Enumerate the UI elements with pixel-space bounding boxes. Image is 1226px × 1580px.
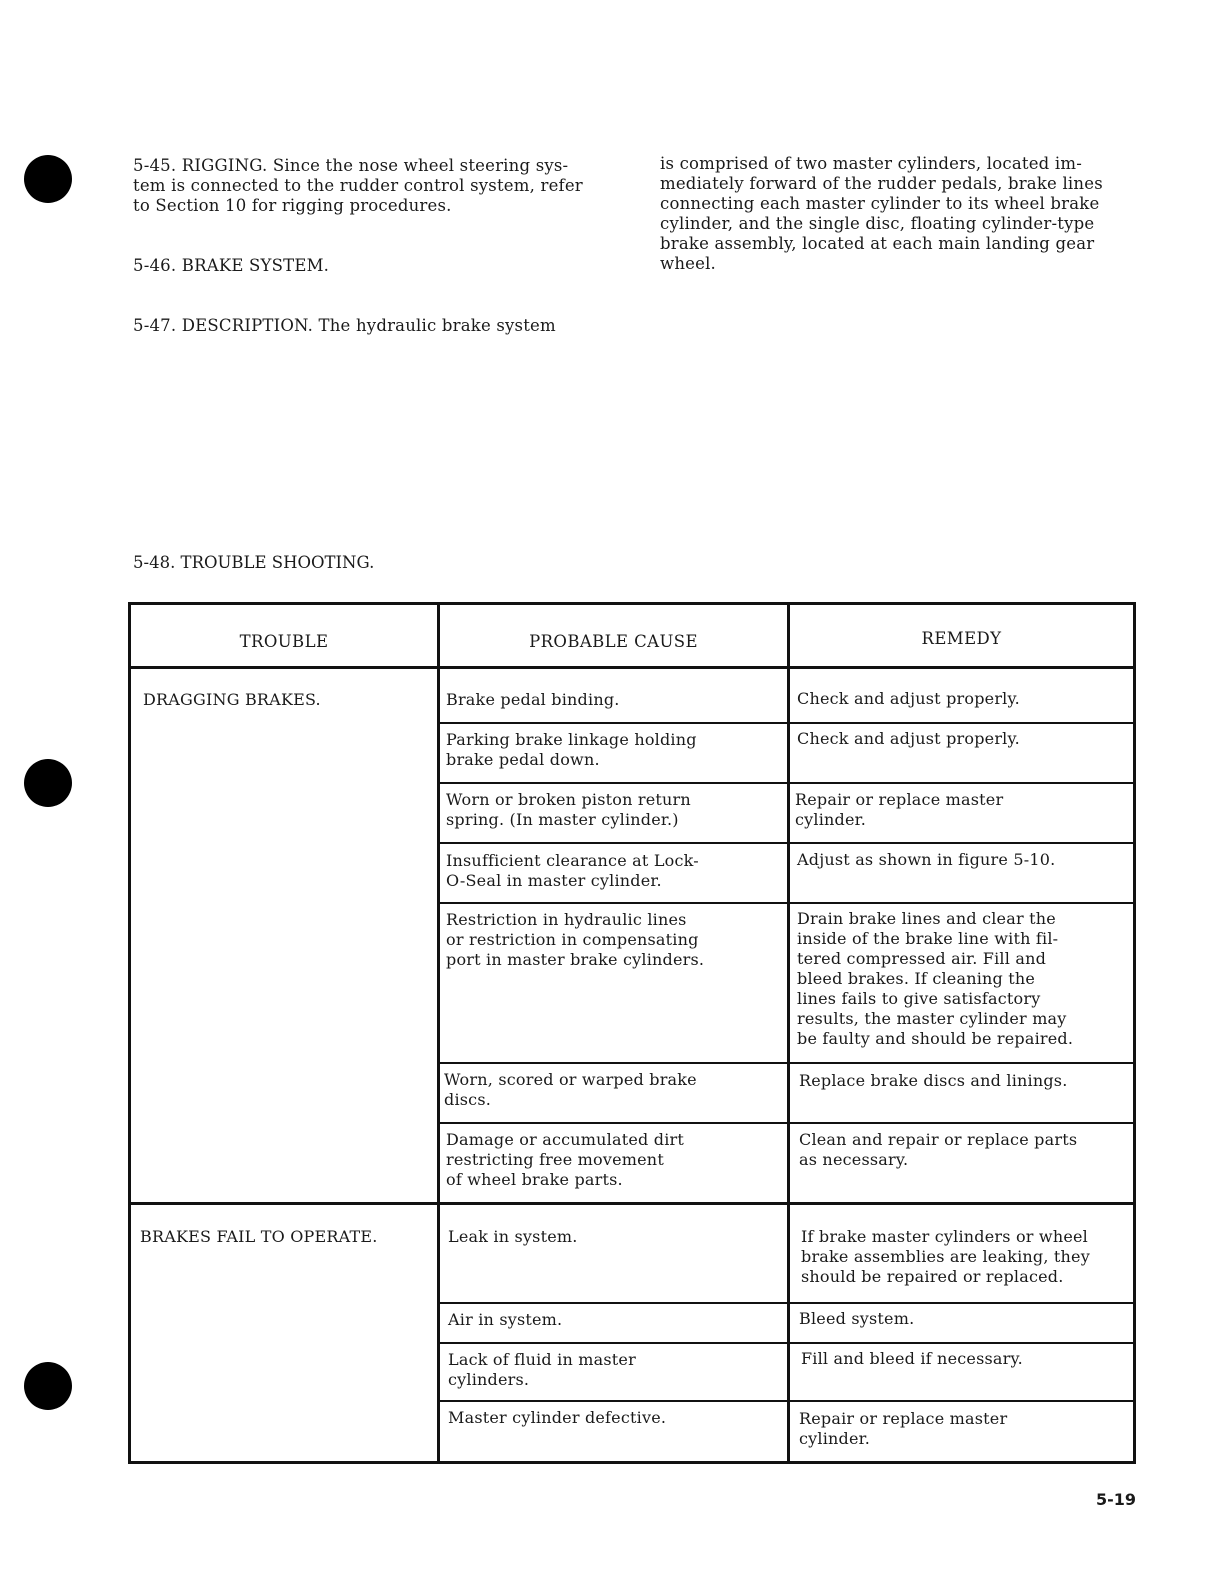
column-divider-1: [437, 605, 440, 1461]
cause-cell: Leak in system.: [448, 1227, 578, 1246]
row-rule: [437, 1122, 1133, 1124]
cause-cell: Worn, scored or warped brake discs.: [444, 1070, 697, 1109]
column-divider-2: [787, 605, 790, 1461]
row-rule: [437, 722, 1133, 724]
header-probable-cause: PROBABLE CAUSE: [529, 632, 698, 651]
trouble-brakes-fail: BRAKES FAIL TO OPERATE.: [140, 1227, 378, 1246]
section-heading: 5-48. TROUBLE SHOOTING.: [133, 553, 375, 572]
punch-hole-middle: [24, 759, 72, 807]
cause-cell: Brake pedal binding.: [446, 690, 620, 709]
cause-cell: Air in system.: [448, 1310, 563, 1329]
header-rule: [131, 666, 1133, 669]
remedy-cell: If brake master cylinders or wheel brake assemblies are leaking, they should be repaired or replaced.: [801, 1227, 1090, 1286]
paragraph-rigging: 5-45. RIGGING. Since the nose wheel steering sys- tem is connected to the rudder control system, refer to Section 10 for rigging procedures.: [133, 156, 583, 215]
row-rule: [437, 1302, 1133, 1304]
row-rule: [437, 782, 1133, 784]
cause-cell: Insufficient clearance at Lock- O-Seal in master cylinder.: [446, 851, 699, 890]
row-rule: [437, 842, 1133, 844]
row-rule: [437, 1062, 1133, 1064]
remedy-cell: Bleed system.: [799, 1309, 915, 1328]
remedy-cell: Check and adjust properly.: [797, 689, 1020, 708]
cause-cell: Damage or accumulated dirt restricting free movement of wheel brake parts.: [446, 1130, 685, 1189]
cause-cell: Master cylinder defective.: [448, 1408, 667, 1427]
remedy-cell: Repair or replace master cylinder.: [799, 1409, 1008, 1448]
paragraph-brake-system: 5-46. BRAKE SYSTEM.: [133, 256, 330, 275]
punch-hole-bottom: [24, 1362, 72, 1410]
remedy-cell: Adjust as shown in figure 5-10.: [797, 850, 1056, 869]
page-number: 5-19: [1096, 1490, 1137, 1509]
left-text-column: [133, 136, 613, 376]
row-rule: [437, 1342, 1133, 1344]
row-rule: [437, 902, 1133, 904]
troubleshooting-table: [128, 602, 1136, 1464]
header-trouble: TROUBLE: [239, 632, 329, 651]
remedy-cell: Repair or replace master cylinder.: [795, 790, 1004, 829]
remedy-cell: Drain brake lines and clear the inside of the brake line with fil- tered compressed air. Fill and bleed brakes. If cleaning the lines fails to give satisfactory results, the master cylinder may be faulty and should be repaired.: [797, 909, 1074, 1048]
cause-cell: Lack of fluid in master cylinders.: [448, 1350, 636, 1389]
punch-hole-top: [24, 155, 72, 203]
cause-cell: Restriction in hydraulic lines or restriction in compensating port in master brake cylinders.: [446, 910, 705, 969]
trouble-dragging-brakes: DRAGGING BRAKES.: [143, 690, 321, 709]
remedy-cell: Replace brake discs and linings.: [799, 1071, 1068, 1090]
paragraph-description-cont: is comprised of two master cylinders, located im- mediately forward of the rudder pedals, brake lines connecting each master cylinder to its wheel brake cylinder, and the single disc, floating cylinder-type brake assembly, located at each main landing gear wheel.: [660, 154, 1103, 273]
paragraph-description: 5-47. DESCRIPTION. The hydraulic brake system: [133, 316, 556, 335]
cause-cell: Parking brake linkage holding brake pedal down.: [446, 730, 697, 769]
group-rule: [131, 1202, 1133, 1205]
cause-cell: Worn or broken piston return spring. (In master cylinder.): [446, 790, 691, 829]
remedy-cell: Fill and bleed if necessary.: [801, 1349, 1023, 1368]
row-rule: [437, 1400, 1133, 1402]
right-text-column: [660, 134, 1160, 314]
remedy-cell: Check and adjust properly.: [797, 729, 1020, 748]
remedy-cell: Clean and repair or replace parts as necessary.: [799, 1130, 1078, 1169]
header-remedy: REMEDY: [921, 629, 1002, 648]
